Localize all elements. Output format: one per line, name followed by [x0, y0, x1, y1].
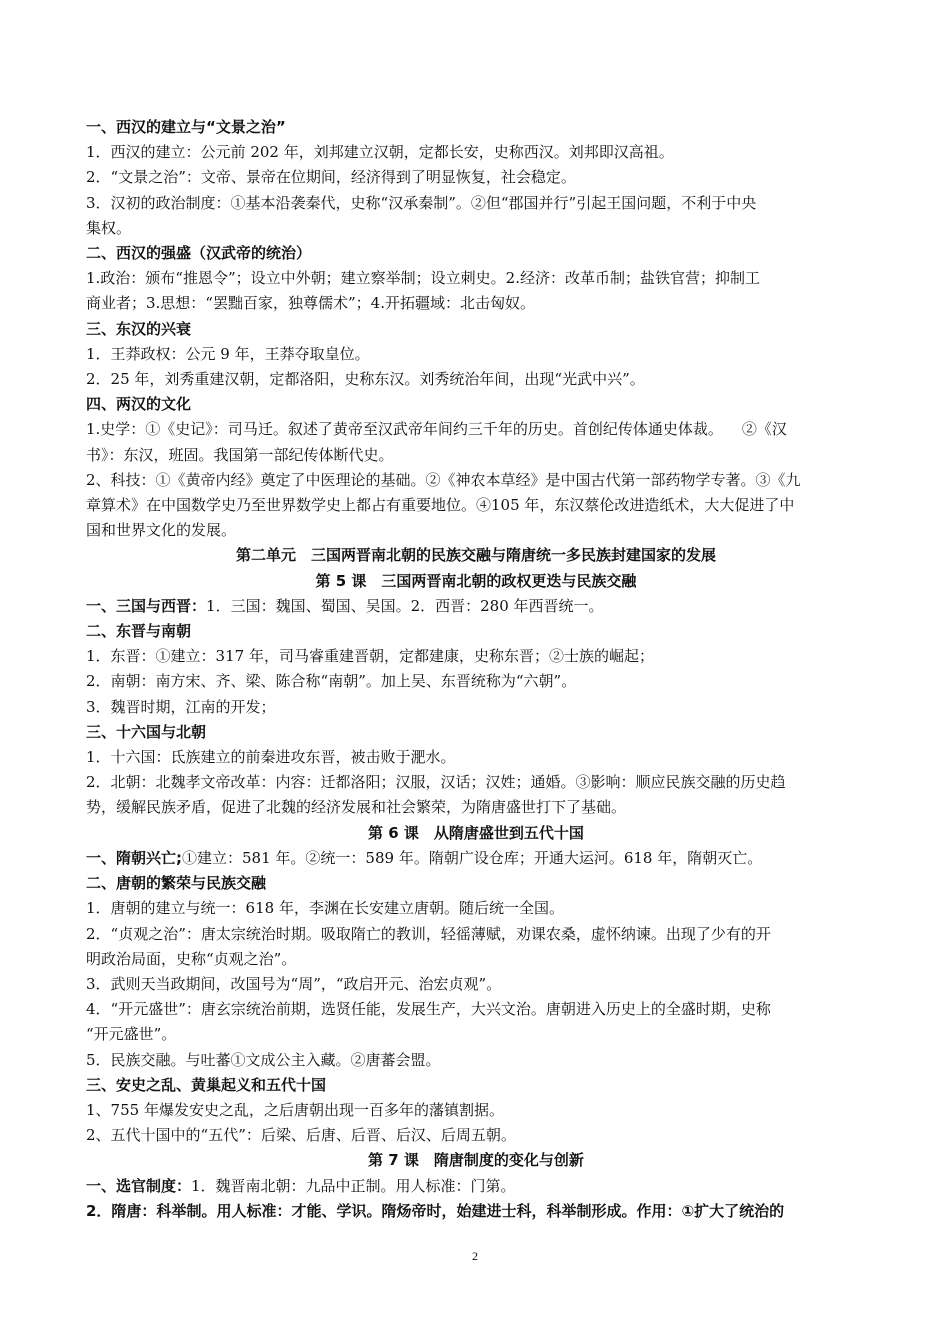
- section-heading: 二、西汉的强盛（汉武帝的统治）: [86, 244, 312, 263]
- text-line: 1．唐朝的建立与统一：618 年，李渊在长安建立唐朝。随后统一全国。: [86, 899, 564, 918]
- inline-heading: 隋朝兴亡;: [116, 848, 183, 867]
- section-heading: 一、西汉的建立与“文景之治”: [86, 118, 286, 136]
- section-heading: 二、唐朝的繁荣与民族交融: [86, 874, 267, 893]
- text-line: 1．东晋：①建立：317 年，司马睿重建晋朝，定都建康，史称东晋；②士族的崛起；: [86, 647, 654, 666]
- text-line: 1、755 年爆发安史之乱，之后唐朝出现一百多年的藩镇割据。: [86, 1100, 504, 1119]
- inline-heading: 三国与西晋：: [116, 596, 207, 615]
- text-line: 3．魏晋时期，江南的开发；: [86, 697, 276, 716]
- text-line-bold: 2．隋唐：科举制。用人标准：才能、学识。隋炀帝时，始建进士科，科举制形成。作用：①扩大了统治的: [86, 1201, 785, 1220]
- lesson-title: 第 7 课 隋唐制度的变化与创新: [368, 1151, 584, 1170]
- text-line: 1．西汉的建立：公元前 202 年，刘邦建立汉朝，定都长安，史称西汉。刘邦即汉高祖。: [86, 143, 674, 162]
- text-line: 3．武则天当政期间，改国号为“周”，“政启开元、治宏贞观”。: [86, 974, 502, 993]
- inline-heading-prefix: 一、: [86, 848, 117, 867]
- text-line: 1．王莽政权：公元 9 年，王莽夺取皇位。: [86, 344, 370, 363]
- section-heading: 三、东汉的兴衰: [86, 319, 192, 338]
- text-line: 2、五代十国中的“五代”：后梁、后唐、后晋、后汉、后周五朝。: [86, 1126, 516, 1145]
- unit-title: 第二单元 三国两晋南北朝的民族交融与隋唐统一多民族封建国家的发展: [235, 546, 716, 565]
- text-line: 2．25 年，刘秀重建汉朝，定都洛阳，史称东汉。刘秀统治年间，出现“光武中兴”。: [86, 370, 645, 389]
- text-line: 2．北朝：北魏孝文帝改革：内容：迁都洛阳；汉服，汉话；汉姓；通婚。③影响：顺应民族交融的历史趋: [86, 773, 786, 792]
- text-line: 2．“文景之治”：文帝、景帝在位期间，经济得到了明显恢复，社会稳定。: [86, 168, 576, 187]
- text-line: 集权。: [86, 218, 132, 237]
- inline-text: 1．三国：魏国、蜀国、吴国。2．西晋：280 年西晋统一。: [206, 596, 604, 615]
- section-heading: 三、十六国与北朝: [86, 722, 207, 741]
- page-number: 2: [472, 1249, 478, 1263]
- text-line: 明政治局面，史称“贞观之治”。: [86, 949, 297, 968]
- text-line: 4．“开元盛世”：唐玄宗统治前期，选贤任能，发展生产，大兴文治。唐朝进入历史上的全盛时期，史称: [86, 1000, 771, 1019]
- inline-heading: 一、选官制度：: [86, 1176, 192, 1195]
- section-heading: 四、两汉的文化: [86, 395, 192, 414]
- text-line: 章算术》在中国数学史乃至世界数学史上都占有重要地位。④105 年，东汉蔡伦改进造纸术，大大促进了中: [86, 496, 795, 515]
- text-line: 5．民族交融。与吐蕃①文成公主入藏。②唐蕃会盟。: [86, 1050, 441, 1069]
- section-heading: 三、安史之乱、黄巢起义和五代十国: [86, 1075, 327, 1094]
- lesson-title: 第 5 课 三国两晋南北朝的政权更迭与民族交融: [315, 571, 637, 590]
- text-line: 1．十六国：氐族建立的前秦进攻东晋，被击败于淝水。: [86, 748, 456, 767]
- text-line: 3．汉初的政治制度：①基本沿袭秦代，史称“汉承秦制”。②但“郡国并行”引起王国问题，不利于中央: [86, 193, 757, 212]
- document-page: [86, 115, 866, 1224]
- text-line: 2．南朝：南方宋、齐、梁、陈合称“南朝”。加上吴、东晋统称为“六朝”。: [86, 672, 577, 691]
- inline-heading-prefix: 一、: [86, 596, 117, 615]
- text-line: 1.政治：颁布“推恩令”；设立中外朝；建立察举制；设立刺史。2.经济：改革币制；盐铁官营；抑制工: [86, 269, 760, 288]
- lesson-title: 第 6 课 从隋唐盛世到五代十国: [368, 823, 584, 842]
- text-line: 2．“贞观之治”：唐太宗统治时期。吸取隋亡的教训，轻徭薄赋，劝课农桑，虚怀纳谏。出现了少有的开: [86, 924, 771, 943]
- text-line: 1.史学：①《史记》：司马迁。叙述了黄帝至汉武帝年间约三千年的历史。首创纪传体通史体裁。 ②《汉: [86, 420, 787, 439]
- text-line: 势，缓解民族矛盾，促进了北魏的经济发展和社会繁荣，为隋唐盛世打下了基础。: [86, 798, 627, 817]
- text-line: 商业者；3.思想：“罢黜百家，独尊儒术”；4.开拓疆域：北击匈奴。: [86, 294, 535, 313]
- text-line: 国和世界文化的发展。: [86, 521, 237, 540]
- text-line: “开元盛世”。: [86, 1025, 177, 1044]
- text-line: [86, 594, 866, 619]
- text-line: [86, 1174, 866, 1199]
- text-line: [86, 846, 866, 871]
- inline-text: 1．魏晋南北朝：九品中正制。用人标准：门第。: [191, 1176, 516, 1195]
- text-line: 2、科技：①《黄帝内经》奠定了中医理论的基础。②《神农本草经》是中国古代第一部药物学专著。③《九: [86, 470, 801, 489]
- inline-text: ①建立：581 年。②统一：589 年。隋朝广设仓库；开通大运河。618 年，隋朝灭亡。: [182, 848, 763, 867]
- text-line: 书》：东汉，班固。我国第一部纪传体断代史。: [86, 445, 394, 464]
- section-heading: 二、东晋与南朝: [86, 622, 192, 641]
